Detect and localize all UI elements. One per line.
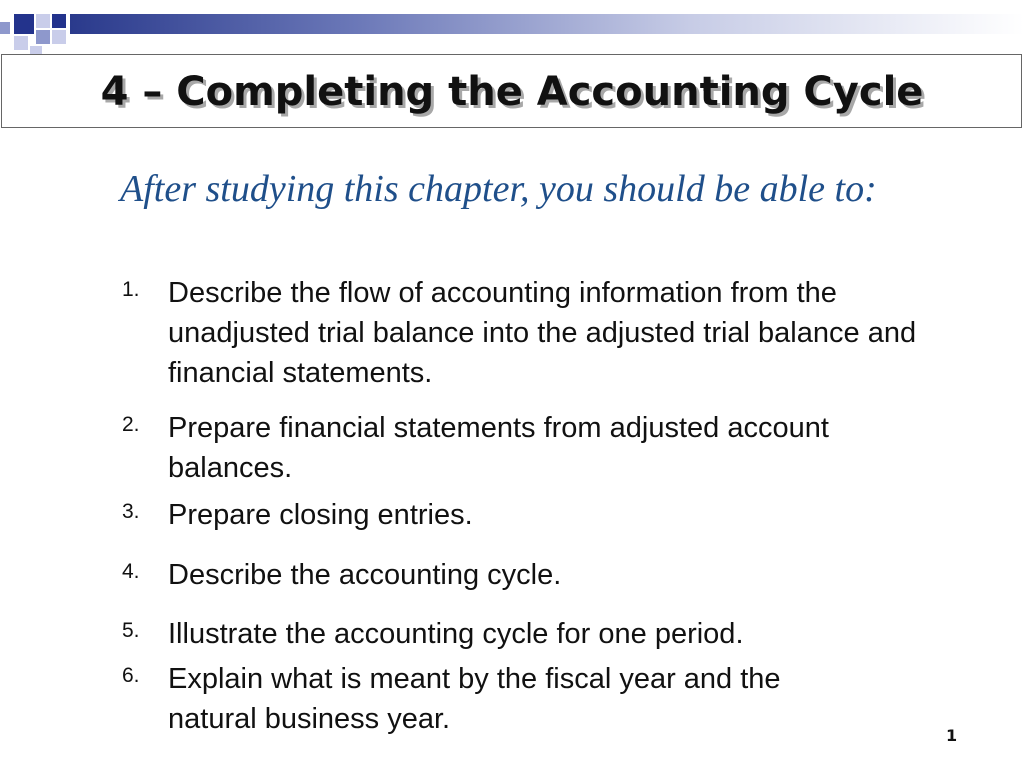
objective-text: Explain what is meant by the fiscal year and the natural business year. <box>168 663 781 735</box>
decor-square-light <box>14 36 28 50</box>
objective-text: Prepare financial statements from adjusted account balances. <box>168 412 829 484</box>
objective-text: Prepare closing entries. <box>168 499 473 531</box>
objective-number: 1. <box>122 278 140 301</box>
objective-number: 5. <box>122 619 140 642</box>
objective-number: 2. <box>122 413 140 436</box>
decor-square-light <box>36 14 50 28</box>
decor-square-navy <box>14 14 34 34</box>
objective-number: 3. <box>122 500 140 523</box>
decor-square-mid <box>36 30 50 44</box>
intro-text: After studying this chapter, you should be able to: <box>120 168 877 210</box>
objective-text: Describe the flow of accounting information from the unadjusted trial balance into the adjusted trial balance and financial statements. <box>168 277 917 389</box>
page-number: 1 <box>946 726 958 745</box>
objective-text: Illustrate the accounting cycle for one period. <box>168 618 744 650</box>
page-title: 4 – Completing the Accounting Cycle <box>100 69 924 115</box>
decor-square-mid <box>0 22 10 34</box>
decor-square-light <box>52 30 66 44</box>
objective-number: 4. <box>122 560 140 583</box>
objective-number: 6. <box>122 664 140 687</box>
decor-square-navy <box>52 14 66 28</box>
header-gradient-band <box>70 14 1024 34</box>
objective-text: Describe the accounting cycle. <box>168 559 562 591</box>
